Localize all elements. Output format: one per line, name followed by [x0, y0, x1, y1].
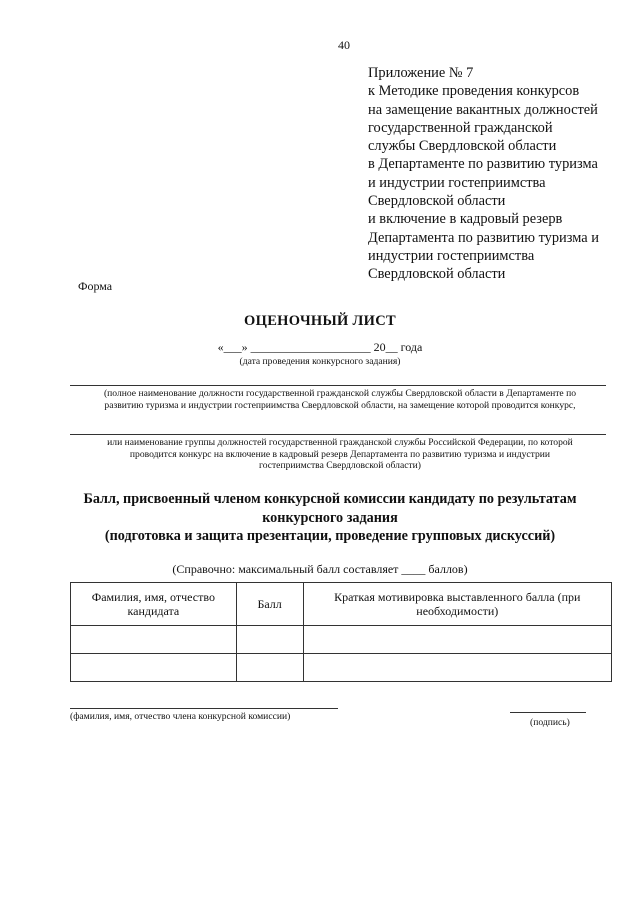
- appendix-line: и индустрии гостеприимства: [368, 174, 546, 191]
- position-underline: [70, 385, 606, 386]
- heading-line: конкурсного задания: [262, 509, 398, 526]
- appendix-line: и включение в кадровый резерв: [368, 211, 563, 228]
- reason-cell[interactable]: [303, 626, 611, 654]
- table-row: [71, 626, 612, 654]
- document-title: ОЦЕНОЧНЫЙ ЛИСТ: [244, 313, 396, 329]
- score-cell[interactable]: [236, 654, 303, 682]
- date-field: «___» ____________________ 20__ года: [217, 340, 423, 354]
- heading-line: Балл, присвоенный членом конкурсной комиссии кандидату по результатам: [83, 491, 577, 507]
- group-caption: [66, 437, 614, 472]
- appendix-header: [368, 64, 630, 284]
- table-row: [71, 654, 612, 682]
- column-header-reason: Краткая мотивировка выставленного балла (при необходимости): [303, 583, 611, 626]
- column-header-score: Балл: [236, 583, 303, 626]
- signature-caption: (подпись): [530, 717, 570, 728]
- section-heading: [60, 490, 600, 546]
- candidate-name-cell[interactable]: [71, 626, 237, 654]
- signature-underline: [510, 712, 586, 713]
- group-caption-line: гостеприимства Свердловской области): [259, 460, 421, 471]
- appendix-line: службы Свердловской области: [368, 138, 557, 155]
- table-header-row: [71, 583, 612, 626]
- reason-cell[interactable]: [303, 654, 611, 682]
- date-caption: (дата проведения конкурсного задания): [239, 356, 401, 367]
- appendix-line: Свердловской области: [368, 266, 506, 283]
- reference-note: (Справочно: максимальный балл составляет ____ баллов): [172, 562, 468, 576]
- member-name-underline: [70, 708, 338, 709]
- appendix-line: к Методике проведения конкурсов: [368, 83, 580, 100]
- appendix-line: Департамента по развитию туризма и: [368, 229, 599, 246]
- position-caption-line: развитию туризма и индустрии гостеприимства Свердловской области, на замещение которой проводится конкурс,: [104, 399, 576, 411]
- position-caption-line: (полное наименование должности государственной гражданской службы Свердловской области в Департаменте по: [103, 388, 577, 399]
- group-caption-line: проводится конкурс на включение в кадровый резерв Департамента по развитию туризма и индустрии: [129, 448, 551, 460]
- position-caption: [66, 388, 614, 411]
- candidate-name-cell[interactable]: [71, 654, 237, 682]
- group-caption-line: или наименование группы должностей государственной гражданской службы Российской Федерации, по которой: [107, 437, 573, 448]
- page-number: 40: [338, 38, 350, 52]
- heading-line: (подготовка и защита презентации, проведение групповых дискуссий): [104, 528, 556, 544]
- appendix-line: индустрии гостеприимства: [368, 247, 535, 264]
- score-table: [70, 582, 612, 682]
- appendix-line: на замещение вакантных должностей: [368, 101, 598, 118]
- appendix-line: Свердловской области: [368, 193, 506, 210]
- form-label: Форма: [78, 279, 113, 293]
- appendix-line: в Департаменте по развитию туризма: [368, 156, 598, 173]
- member-name-caption: (фамилия, имя, отчество члена конкурсной комиссии): [70, 711, 291, 722]
- column-header-name: Фамилия, имя, отчество кандидата: [71, 583, 237, 626]
- group-underline: [70, 434, 606, 435]
- score-cell[interactable]: [236, 626, 303, 654]
- appendix-line: государственной гражданской: [368, 119, 553, 136]
- appendix-line: Приложение № 7: [368, 65, 474, 81]
